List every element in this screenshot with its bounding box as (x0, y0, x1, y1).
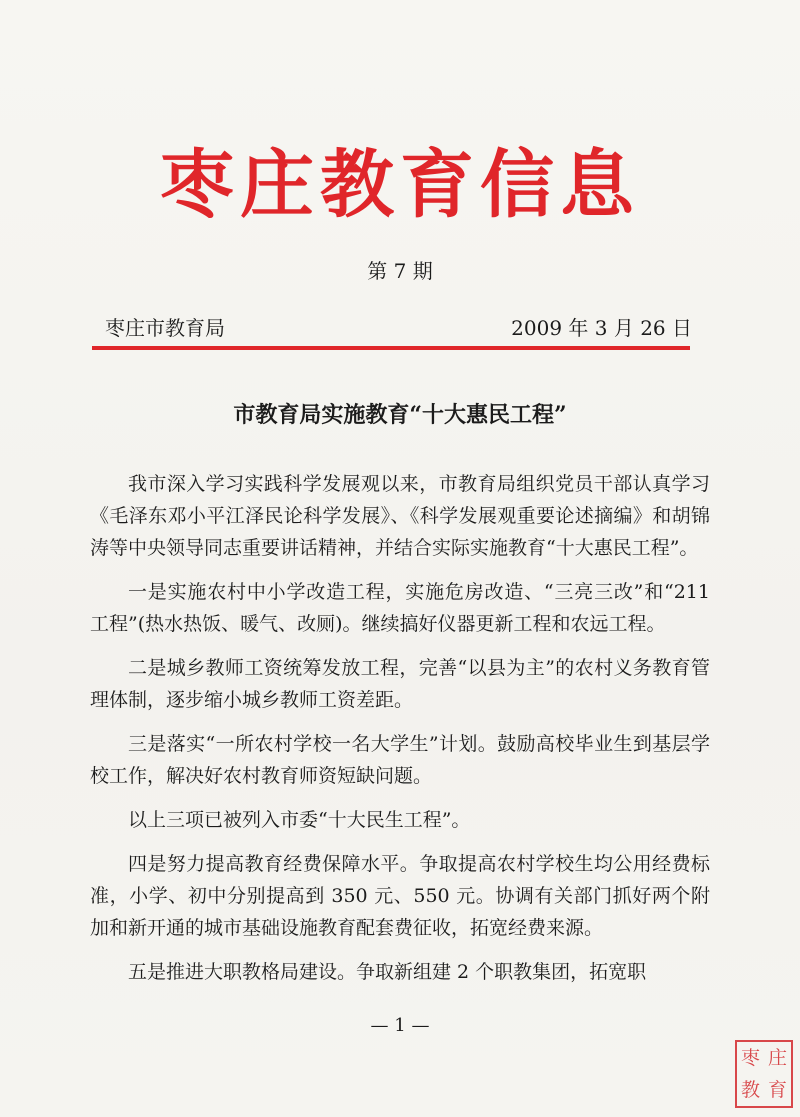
seal-char: 枣 (740, 1046, 760, 1069)
seal-char: 育 (767, 1078, 787, 1101)
article-paragraph: 一是实施农村中小学改造工程，实施危房改造、“三亮三改”和“211 工程”(热水热饭、暖气、改厕)。继续搞好仪器更新工程和农远工程。 (90, 581, 710, 635)
seal-char: 庄 (767, 1046, 787, 1069)
issue-number: 第 7 期 (367, 259, 433, 283)
red-divider-rule (92, 346, 690, 350)
article-body (90, 468, 710, 1000)
red-seal-stamp (735, 1040, 793, 1108)
article-paragraph: 以上三项已被列入市委“十大民生工程”。 (128, 809, 471, 831)
article-paragraph: 我市深入学习实践科学发展观以来，市教育局组织党员干部认真学习《毛泽东邓小平江泽民论科学发展》、《科学发展观重要论述摘编》和胡锦涛等中央领导同志重要讲话精神，并结合实际实施教育“十大惠民工程”。 (90, 473, 710, 559)
article-paragraph: 五是推进大职教格局建设。争取新组建 2 个职教集团，拓宽职 (128, 961, 647, 983)
masthead-title: 枣庄教育信息 (160, 142, 640, 228)
page-number: — 1 — (370, 1015, 430, 1036)
publisher-name: 枣庄市教育局 (105, 316, 225, 340)
seal-char: 教 (740, 1078, 760, 1101)
publish-date: 2009 年 3 月 26 日 (511, 316, 692, 340)
article-paragraph: 二是城乡教师工资统筹发放工程，完善“以县为主”的农村义务教育管理体制，逐步缩小城乡教师工资差距。 (90, 657, 710, 711)
article-headline: 市教育局实施教育“十大惠民工程” (233, 402, 567, 428)
article-paragraph: 三是落实“一所农村学校一名大学生”计划。鼓励高校毕业生到基层学校工作，解决好农村教育师资短缺问题。 (90, 733, 710, 787)
article-paragraph: 四是努力提高教育经费保障水平。争取提高农村学校生均公用经费标准，小学、初中分别提高到 350 元、550 元。协调有关部门抓好两个附加和新开通的城市基础设施教育配套费征收，拓宽经费来源。 (90, 853, 710, 939)
